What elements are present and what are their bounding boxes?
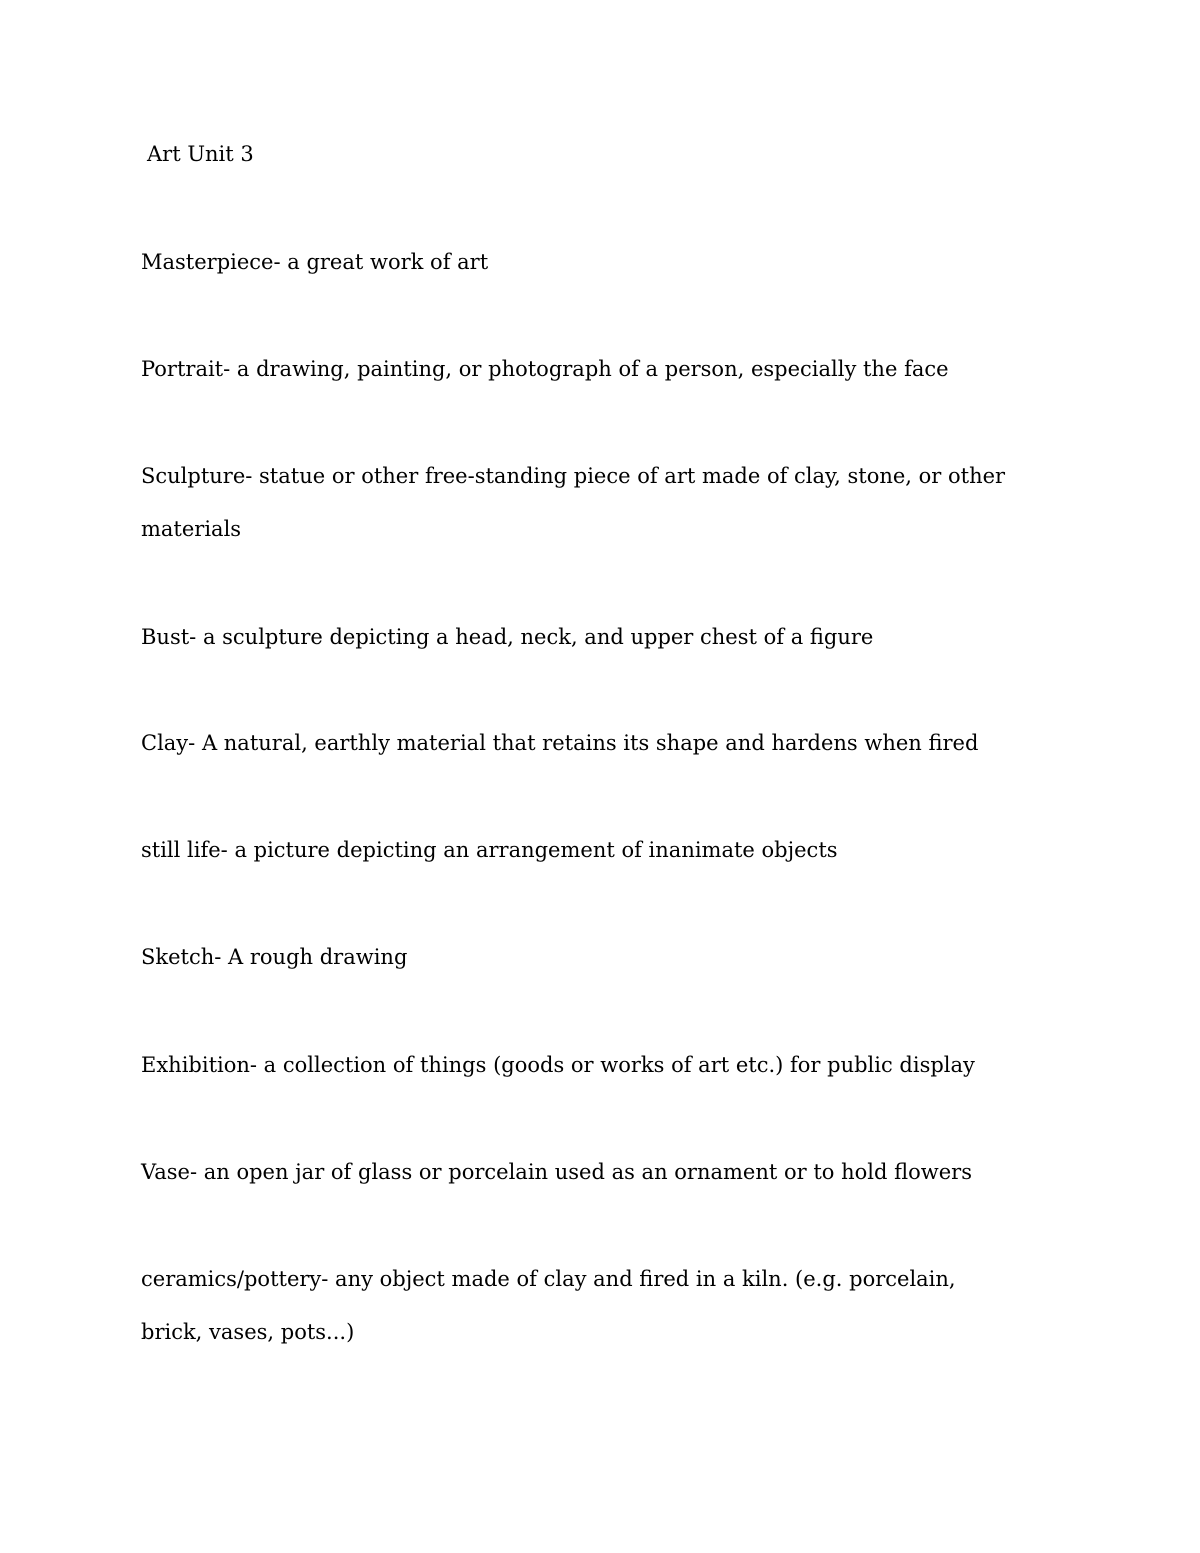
vocab-entry-vase: Vase- an open jar of glass or porcelain used as an ornament or to hold flowers [141,1160,972,1184]
vocab-entry-portrait: Portrait- a drawing, painting, or photograph of a person, especially the face [141,357,949,381]
vocab-entry-bust: Bust- a sculpture depicting a head, neck, and upper chest of a figure [141,625,874,649]
vocab-entry-sketch: Sketch- A rough drawing [141,945,408,969]
vocab-entry-sculpture: Sculpture- statue or other free-standing piece of art made of clay, stone, or other materials [141,464,1006,541]
vocab-entry-ceramics: ceramics/pottery- any object made of clay and fired in a kiln. (e.g. porcelain, brick, vases, pots...) [141,1267,956,1344]
vocab-entry-still-life: still life- a picture depicting an arrangement of inanimate objects [141,838,838,862]
vocab-entry-clay: Clay- A natural, earthly material that retains its shape and hardens when fired [141,731,979,755]
vocab-entry-masterpiece: Masterpiece- a great work of art [141,250,489,274]
vocab-entry-exhibition: Exhibition- a collection of things (goods or works of art etc.) for public display [141,1053,975,1077]
document-title: Art Unit 3 [147,142,254,166]
